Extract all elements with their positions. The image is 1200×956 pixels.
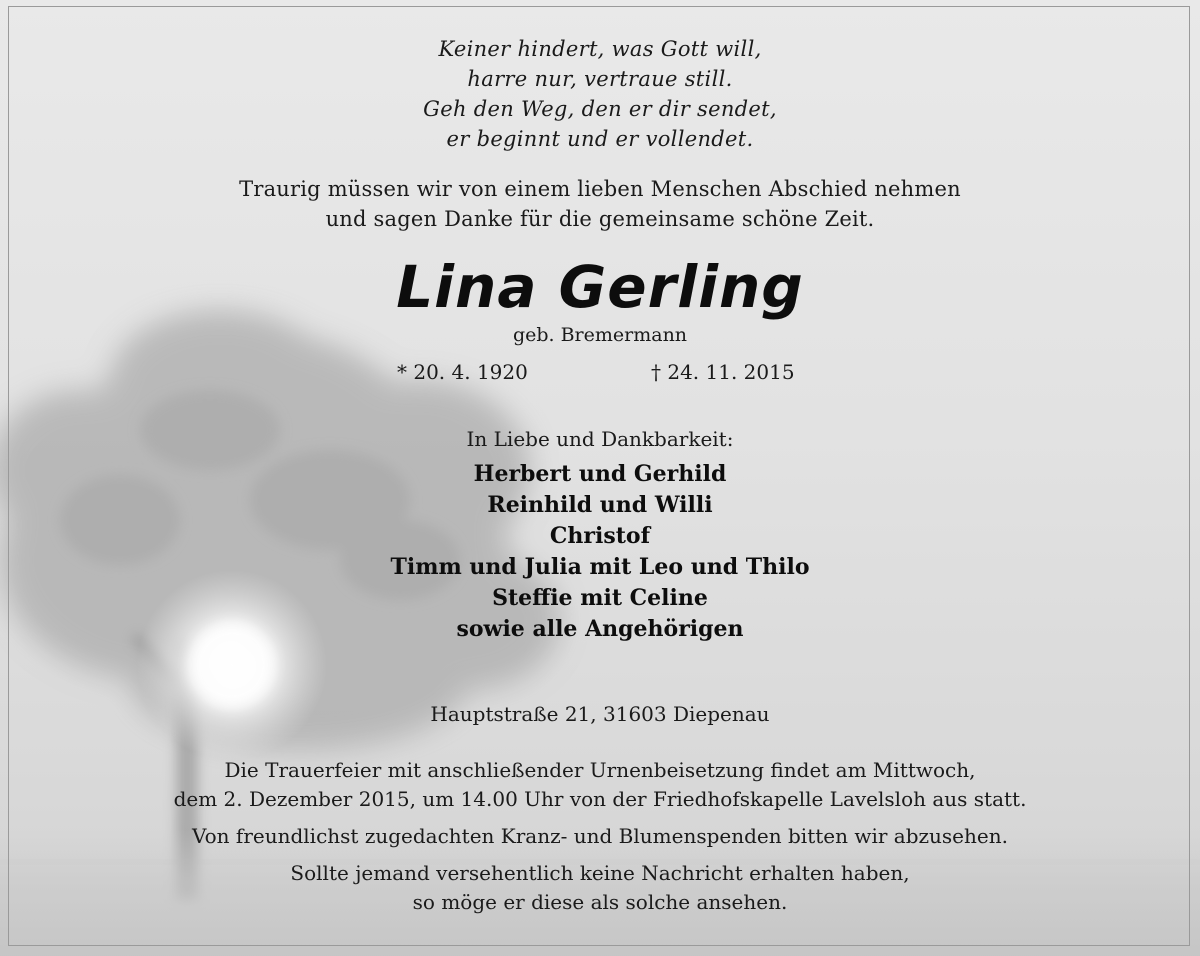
poem-line: Keiner hindert, was Gott will,	[438, 37, 762, 61]
intro-text	[0, 174, 1200, 234]
death-date: † 24. 11. 2015	[651, 360, 795, 384]
mourner-name: Timm und Julia mit Leo und Thilo	[390, 554, 810, 580]
funeral-notice	[0, 756, 1200, 814]
flowers-notice	[0, 822, 1200, 851]
flowers-notice-line: Von freundlichst zugedachten Kranz- und Blumenspenden bitten wir abzusehen.	[192, 824, 1008, 848]
deceased-name: Lina Gerling	[396, 253, 804, 321]
mourner-name: sowie alle Angehörigen	[456, 616, 744, 642]
mourner-name: Reinhild und Willi	[487, 492, 713, 518]
no-notice-notice	[0, 859, 1200, 917]
mourners-heading: In Liebe und Dankbarkeit:	[466, 427, 734, 451]
funeral-notice-line: dem 2. Dezember 2015, um 14.00 Uhr von der Friedhofskapelle Lavelsloh aus statt.	[173, 787, 1027, 811]
no-notice-line: Sollte jemand versehentlich keine Nachricht erhalten haben,	[290, 861, 910, 885]
intro-line: Traurig müssen wir von einem lieben Menschen Abschied nehmen	[239, 177, 961, 201]
mourner-name: Herbert und Gerhild	[473, 461, 727, 487]
intro-line: und sagen Danke für die gemeinsame schöne Zeit.	[325, 207, 875, 231]
birth-date: * 20. 4. 1920	[397, 360, 528, 384]
no-notice-line: so möge er diese als solche ansehen.	[412, 890, 788, 914]
mourner-name: Christof	[549, 523, 651, 549]
address: Hauptstraße 21, 31603 Diepenau	[430, 702, 770, 726]
mourners-list	[0, 459, 1200, 645]
poem-line: Geh den Weg, den er dir sendet,	[423, 97, 777, 121]
poem-line: er beginnt und er vollendet.	[446, 127, 754, 151]
mourner-name: Steffie mit Celine	[492, 585, 708, 611]
maiden-name: geb. Bremermann	[512, 324, 688, 346]
poem-line: harre nur, vertraue still.	[467, 67, 733, 91]
poem	[0, 34, 1200, 154]
life-dates	[0, 358, 1200, 388]
funeral-notice-line: Die Trauerfeier mit anschließender Urnenbeisetzung findet am Mittwoch,	[224, 758, 976, 782]
notices	[0, 756, 1200, 925]
